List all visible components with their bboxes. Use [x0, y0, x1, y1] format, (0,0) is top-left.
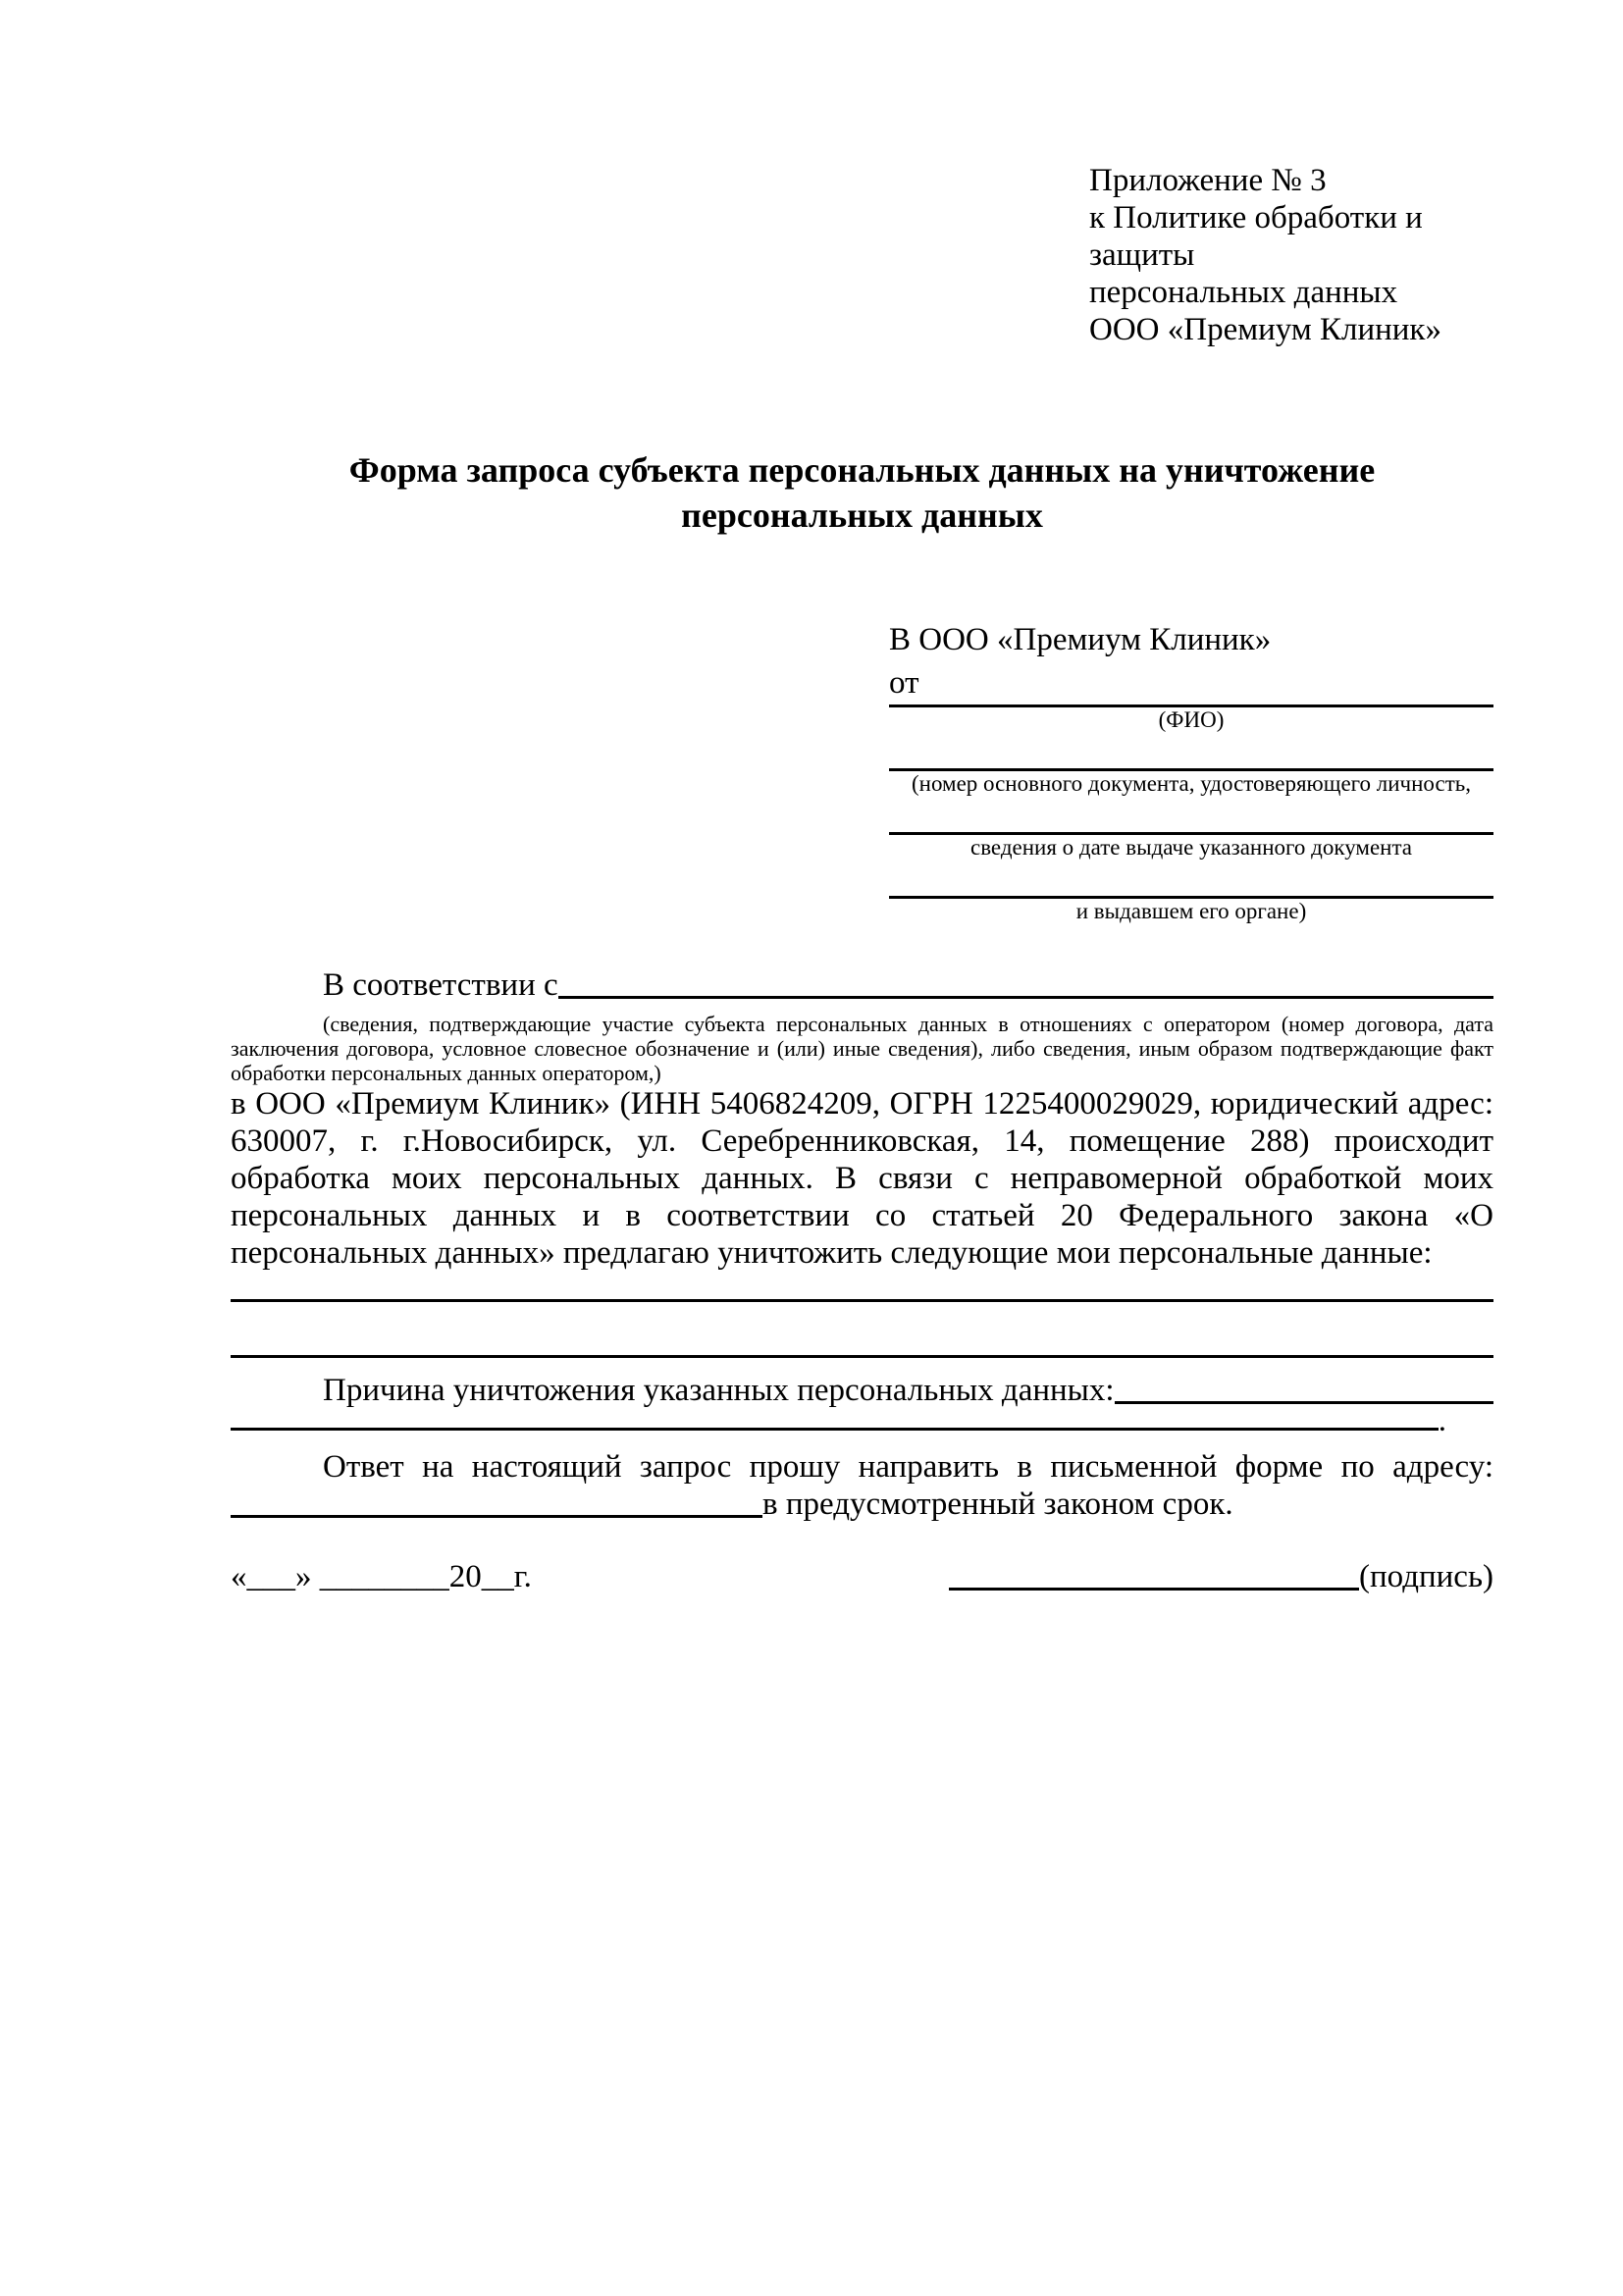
response-suffix: в предусмотренный законом срок. [762, 1487, 1233, 1522]
addressee-from-label: от [889, 665, 919, 701]
id-document-caption: (номер основного документа, удостоверяющего личность, [911, 771, 1471, 796]
appendix-header-line: персональных данных [1089, 275, 1398, 310]
appendix-header [1089, 162, 1493, 348]
reason-label: Причина уничтожения указанных персональных данных: [323, 1373, 1115, 1408]
fio-caption: (ФИО) [1158, 707, 1225, 732]
issue-date-caption: сведения о дате выдаче указанного документа [969, 835, 1413, 860]
personal-data-blank-line [231, 1302, 1493, 1358]
appendix-header-line: к Политике обработки и защиты [1089, 200, 1423, 273]
address-blank-line [231, 1515, 762, 1518]
addressee-to: В ООО «Премиум Клиник» [889, 622, 1272, 657]
accordance-blank-line [558, 996, 1493, 999]
document-title-line: Форма запроса субъекта персональных данных на уничтожение [348, 450, 1376, 490]
appendix-header-line: ООО «Премиум Клиник» [1089, 312, 1441, 347]
signature-group [949, 1558, 1493, 1595]
main-paragraph: в ООО «Премиум Клиник» (ИНН 5406824209, ОГРН 1225400029029, юридический адрес: 630007, г. г.Новосибирск, ул. Серебренниковская, 14, помещение 288) происходит обработка моих персональных данных. В связи с неправомерной обработкой моих персональных данных и в соответствии со статьей 20 Федерального закона «О персональных данных» предлагаю уничтожить следующие мои персональные данные: [231, 1086, 1493, 1271]
signature-line [949, 1588, 1359, 1591]
issuing-authority-caption: и выдавшем его органе) [1075, 899, 1307, 923]
address-row [231, 1486, 1493, 1523]
reason-blank-line [1115, 1401, 1493, 1404]
personal-data-blank-line [231, 1272, 1493, 1302]
document-title-line: персональных данных [681, 496, 1043, 535]
appendix-header-line: Приложение № 3 [1089, 163, 1327, 198]
reason-continuation-row [231, 1403, 1493, 1438]
reason-row [231, 1372, 1493, 1409]
reason-blank-line-2 [231, 1428, 1439, 1431]
signature-caption: (подпись) [1359, 1559, 1493, 1594]
accordance-label: В соответствии с [323, 967, 558, 1003]
footer-row [231, 1558, 1493, 1595]
date-blank: «___» ________20__г. [231, 1559, 532, 1594]
response-paragraph: Ответ на настоящий запрос прошу направить в письменной форме по адресу: [323, 1449, 1493, 1485]
accordance-note: (сведения, подтверждающие участие субъекта персональных данных в отношениях с оператором (номер договора, дата заключения договора, условное словесное обозначение и (или) иные сведения), либо сведения, иным образом подтверждающие факт обработки персональных данных оператором,) [231, 1012, 1493, 1085]
addressee-block [889, 618, 1493, 924]
accordance-row [231, 966, 1493, 1004]
document-title [231, 447, 1493, 538]
reason-period: . [1438, 1403, 1446, 1438]
